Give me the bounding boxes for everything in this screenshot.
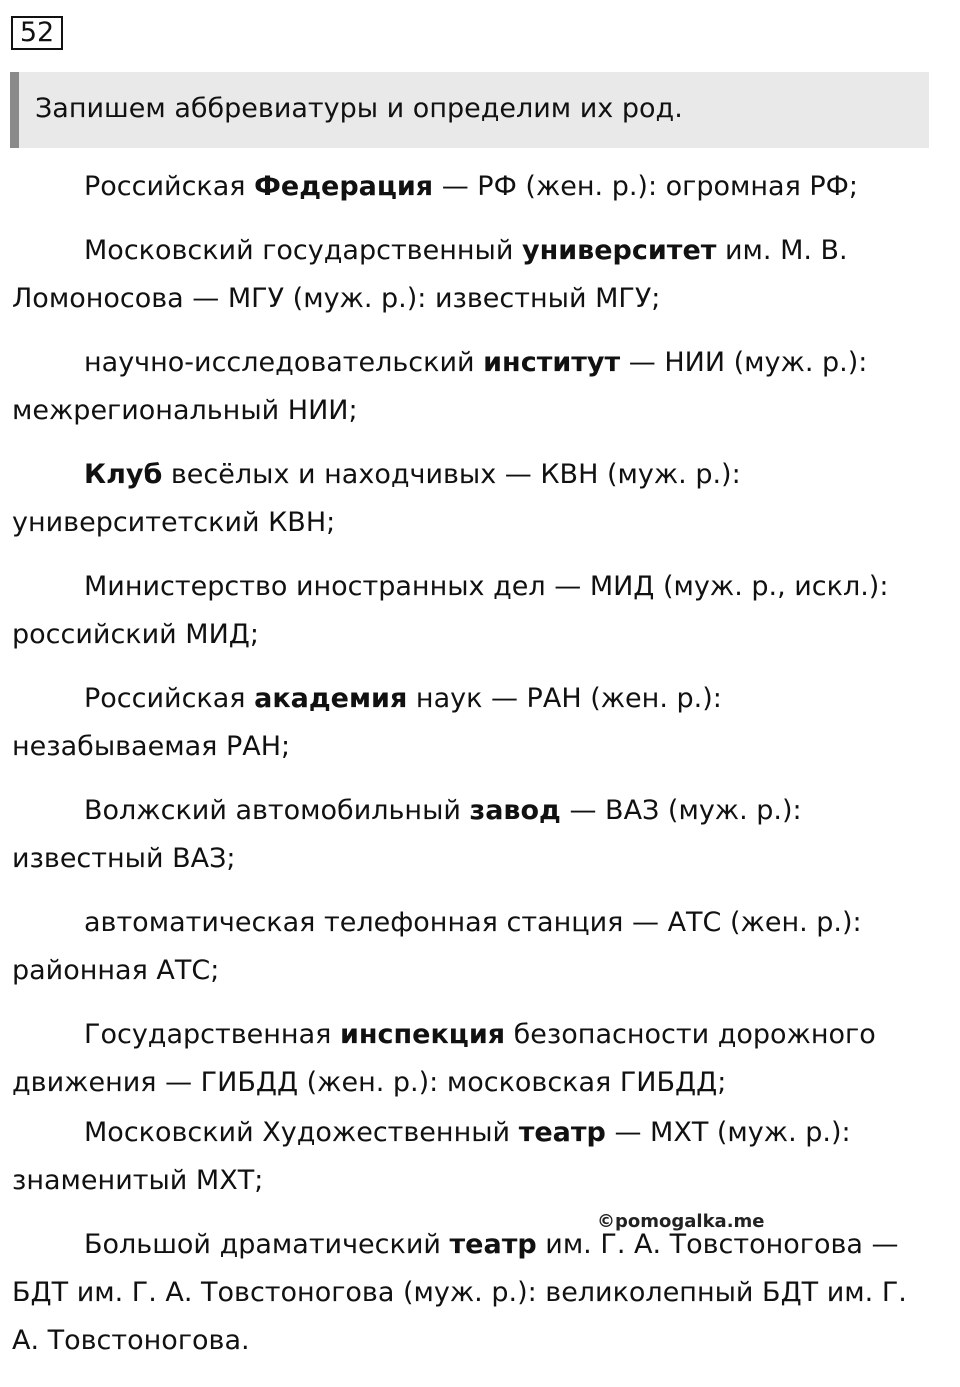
paragraph-gibdd: Государственная инспекция безопасности дорожного движения — ГИБДД (жен. р.): московская ГИБДД;	[12, 1019, 876, 1098]
paragraph-ats: автоматическая телефонная станция — АТС (жен. р.): районная АТС;	[12, 907, 862, 986]
paragraph-rf: Российская Федерация — РФ (жен. р.): огромная РФ;	[84, 171, 859, 202]
task-header-text: Запишем аббревиатуры и определим их род.	[35, 93, 683, 124]
answer-content	[12, 163, 930, 1381]
task-header-bar	[10, 72, 929, 148]
watermark: ©pomogalka.me	[597, 1211, 765, 1232]
task-number: 52	[11, 16, 63, 50]
paragraph-kvn: Клуб весёлых и находчивых — КВН (муж. р.): университетский КВН;	[12, 459, 741, 538]
paragraph-nii: научно-исследовательский институт — НИИ (муж. р.): межрегиональный НИИ;	[12, 347, 868, 426]
paragraph-mht: Московский Художественный театр — МХТ (муж. р.): знаменитый МХТ;	[12, 1117, 851, 1196]
paragraph-bdt: Большой драматический театр им. Г. А. Товстоногова — БДТ им. Г. А. Товстоногова (муж. р.): великолепный БДТ им. Г. А. Товстоногова.	[12, 1229, 907, 1356]
paragraph-mid: Министерство иностранных дел — МИД (муж. р., искл.): российский МИД;	[12, 571, 889, 650]
paragraph-mgu: Московский государственный университет им. М. В. Ломоносова — МГУ (муж. р.): известный МГУ;	[12, 235, 848, 314]
paragraph-vaz: Волжский автомобильный завод — ВАЗ (муж. р.): известный ВАЗ;	[12, 795, 802, 874]
paragraph-ran: Российская академия наук — РАН (жен. р.): незабываемая РАН;	[12, 683, 722, 762]
